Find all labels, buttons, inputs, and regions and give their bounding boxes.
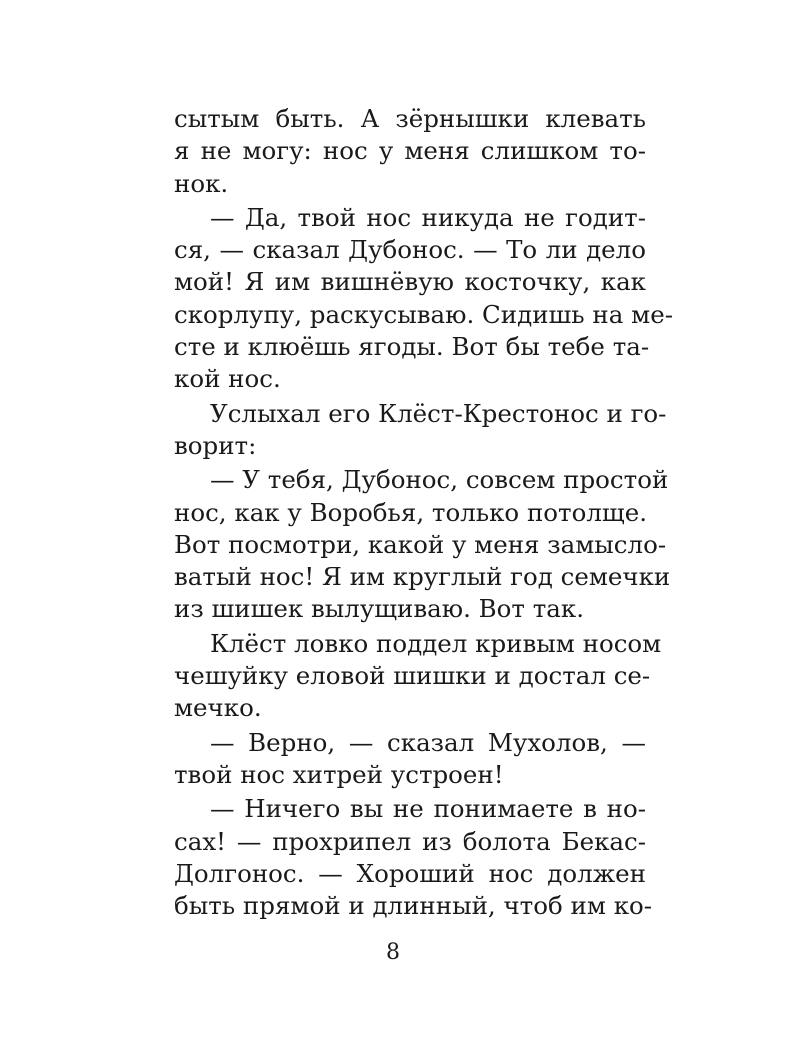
text-line: ватый нос! Я им круглый год семечки [174, 562, 671, 592]
text-line: Клёст ловко поддел кривым носом [210, 628, 662, 658]
paragraph-7 [174, 793, 653, 922]
text-line: мечко. [174, 693, 262, 723]
text-line: Услыхал его Клёст-Крестонос и го- [210, 398, 667, 428]
text-line: мой! Я им вишнёвую косточку, как [174, 267, 646, 297]
text-line: скорлупу, раскусываю. Сидишь на ме- [174, 299, 673, 329]
text-line: нос, как у Воробья, только потолще. [174, 497, 647, 527]
paragraph-4 [174, 464, 671, 625]
text-line: — Верно, — сказал Мухолов, — [210, 727, 646, 757]
page-number: 8 [386, 940, 400, 965]
text-line: быть прямой и длинный, чтоб им ко- [174, 891, 653, 921]
text-line: ворит: [174, 430, 257, 460]
text-line: сытым быть. А зёрнышки клевать [174, 104, 646, 133]
paragraph-3 [174, 398, 667, 463]
text-line: — У тебя, Дубонос, совсем простой [210, 465, 669, 495]
text-line: сте и клюёшь ягоды. Вот бы тебе та- [174, 332, 650, 362]
text-line: из шишек вылущиваю. Вот так. [174, 594, 585, 624]
page-text [174, 103, 673, 922]
text-line: я не могу: нос у меня слишком то- [174, 136, 646, 166]
paragraph-2 [174, 202, 673, 396]
text-line: кой нос. [174, 364, 281, 394]
paragraph-5 [174, 628, 662, 725]
paragraph-1 [174, 103, 646, 200]
text-line: — Ничего вы не понимаете в но- [210, 794, 646, 824]
text-line: — Да, твой нос никуда не годит- [210, 202, 646, 232]
text-line: нок. [174, 168, 229, 198]
text-line: Долгонос. — Хороший нос должен [174, 858, 646, 888]
text-line: чешуйку еловой шишки и достал се- [174, 661, 651, 691]
text-line: сах! — прохрипел из болота Бекас- [174, 826, 646, 856]
text-line: твой нос хитрей устроен! [174, 759, 504, 789]
paragraph-6 [174, 727, 646, 792]
text-line: ся, — сказал Дубонос. — То ли дело [174, 235, 646, 265]
text-line: Вот посмотри, какой у меня замысло- [174, 529, 667, 559]
